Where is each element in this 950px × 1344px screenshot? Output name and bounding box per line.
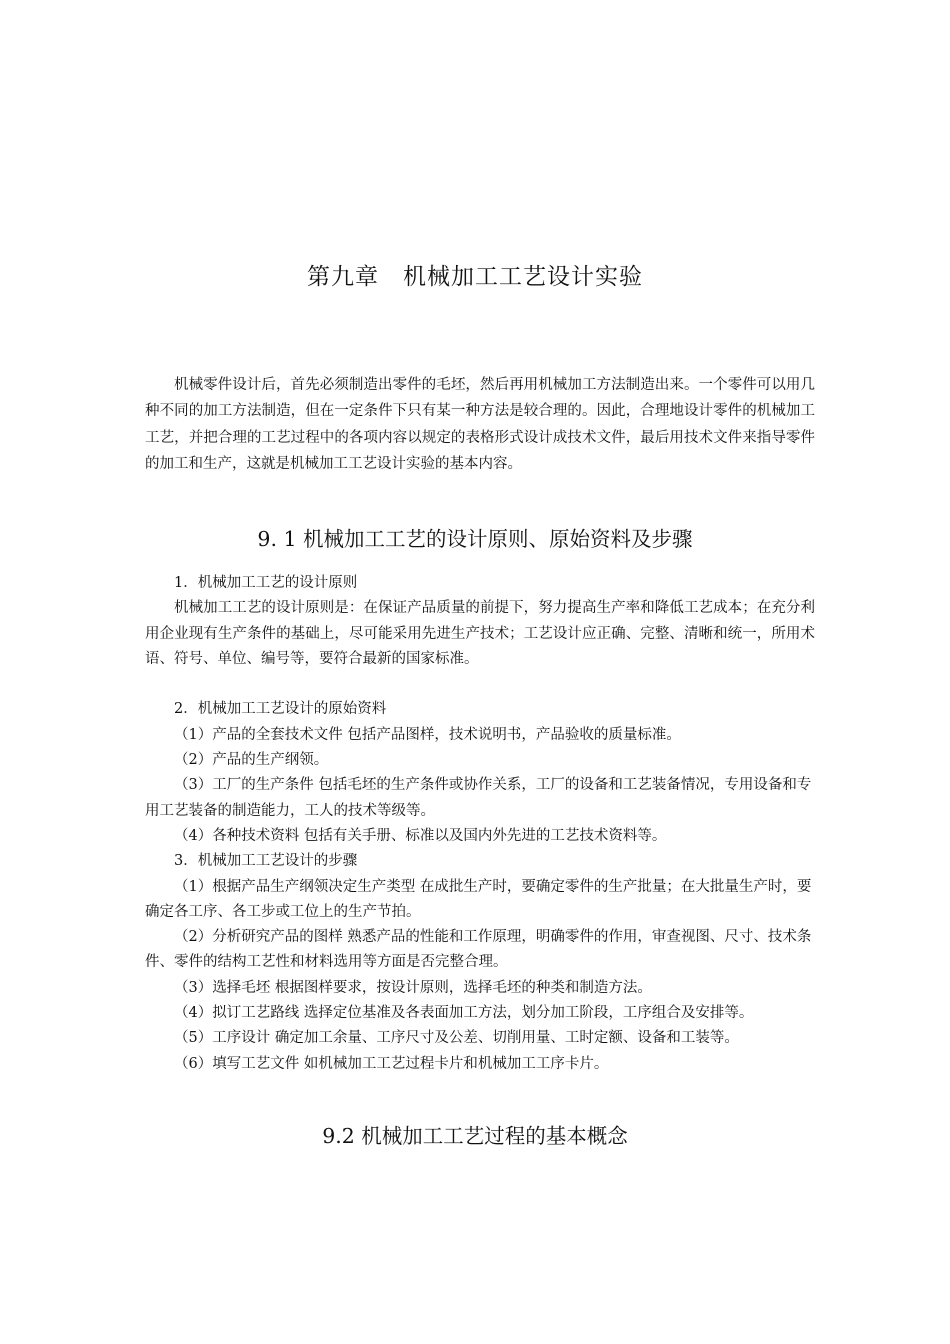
- intro-paragraph: 机械零件设计后，首先必须制造出零件的毛坯，然后再用机械加工方法制造出来。一个零件可以用几种不同的加工方法制造，但在一定条件下只有某一种方法是较合理的。因此，合理地设计零件的机械加工工艺，并把合理的工艺过程中的各项内容以规定的表格形式设计成技术文件，最后用技术文件来指导零件的加工和生产，这就是机械加工工艺设计实验的基本内容。: [145, 377, 815, 473]
- chapter-title: 第九章 机械加工工艺设计实验: [307, 264, 643, 290]
- principle-text: 机械加工工艺的设计原则是：在保证产品质量的前提下，努力提高生产率和降低工艺成本；在充分利用企业现有生产条件的基础上，尽可能采用先进生产技术；工艺设计应正确、完整、清晰和统一，所用术语、符号、单位、编号等，要符合最新的国家标准。: [145, 600, 815, 667]
- materials-heading: 2．机械加工工艺设计的原始资料: [174, 701, 387, 718]
- principle-heading: 1．机械加工工艺的设计原则: [174, 575, 358, 591]
- steps-item: （5）工序设计 确定加工余量、工序尺寸及公差、切削用量、工时定额、设备和工装等。: [174, 1030, 739, 1047]
- steps-item: （2）分析研究产品的图样 熟悉产品的性能和工作原理，明确零件的作用，审查视图、尺寸、技术条件、零件的结构工艺性和材料选用等方面是否完整合理。: [145, 929, 812, 971]
- materials-item: （2）产品的生产纲领。: [174, 752, 329, 769]
- spacer: [145, 672, 815, 697]
- steps-item: （1）根据产品生产纲领决定生产类型 在成批生产时，要确定零件的生产批量；在大批量生产时，要确定各工序、各工步或工位上的生产节拍。: [145, 878, 812, 920]
- steps-item: （4）拟订工艺路线 选择定位基准及各表面加工方法，划分加工阶段，工序组合及安排等。: [174, 1005, 754, 1022]
- materials-item: （4）各种技术资料 包括有关手册、标准以及国内外先进的工艺技术资料等。: [174, 827, 667, 844]
- steps-heading: 3．机械加工工艺设计的步骤: [174, 853, 358, 870]
- section-1-title: 9. 1 机械加工工艺的设计原则、原始资料及步骤: [257, 527, 693, 551]
- steps-item: （6）填写工艺文件 如机械加工工艺过程卡片和机械加工工序卡片。: [174, 1055, 609, 1072]
- steps-item: （3）选择毛坯 根据图样要求，按设计原则，选择毛坯的种类和制造方法。: [174, 979, 652, 996]
- materials-item: （1）产品的全套技术文件 包括产品图样，技术说明书，产品验收的质量标准。: [174, 726, 681, 743]
- section-1-body: [145, 571, 815, 1077]
- section-2-title: 9.2 机械加工工艺过程的基本概念: [322, 1124, 628, 1148]
- materials-item: （3）工厂的生产条件 包括毛坯的生产条件或协作关系，工厂的设备和工艺装备情况，专用设备和专用工艺装备的制造能力，工人的技术等级等。: [145, 777, 812, 819]
